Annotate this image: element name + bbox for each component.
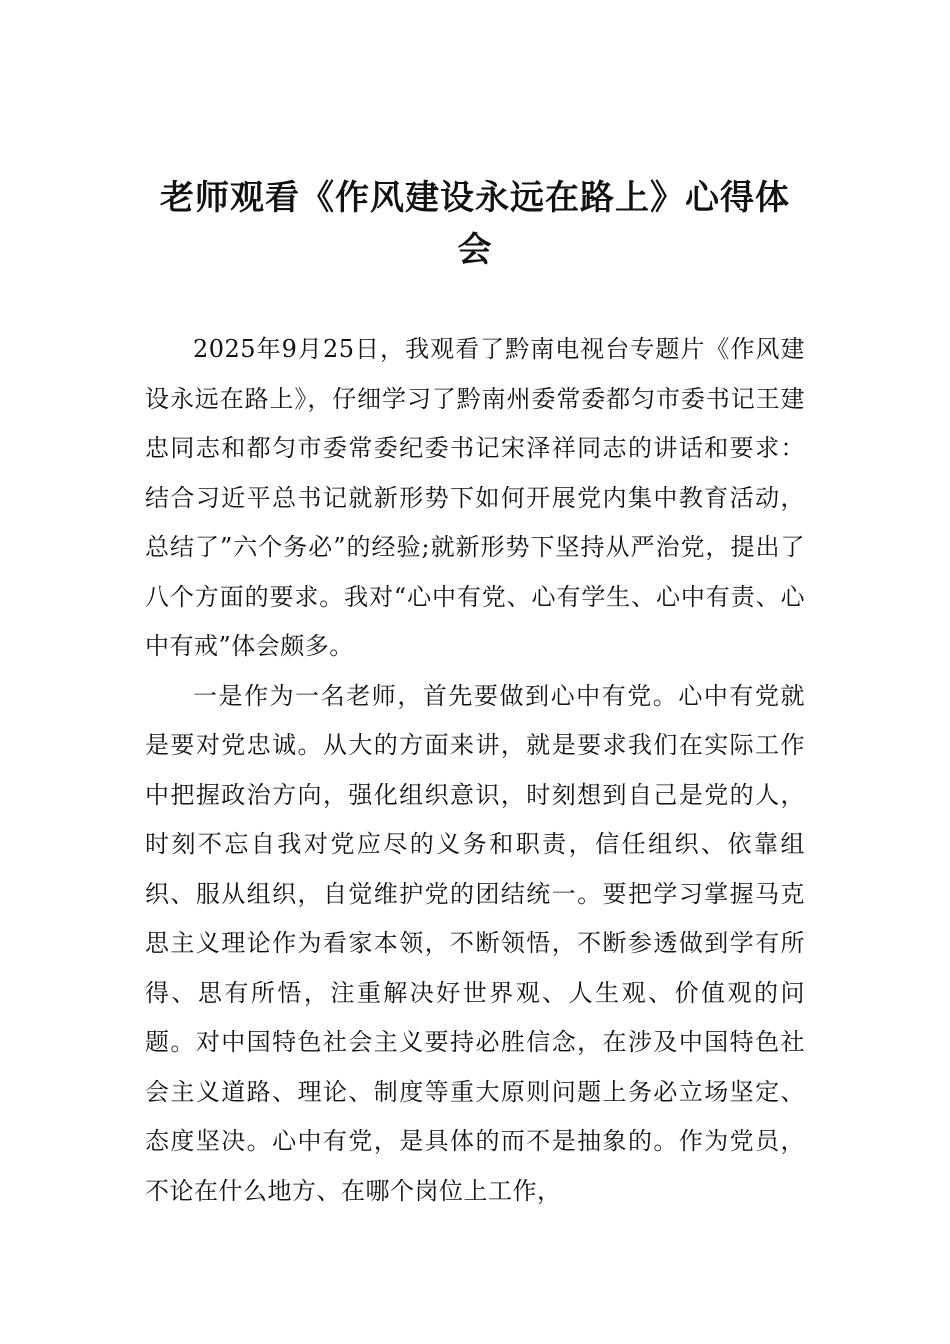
paragraph-intro: 2025年9月25日，我观看了黔南电视台专题片《作风建设永远在路上》，仔细学习了黔南州委常委都匀市委书记王建忠同志和都匀市委常委纪委书记宋泽祥同志的讲话和要求：结合习近平总书记就新形势下如何开展党内集中教育活动，总结了”六个务必”的经验;就新形势下坚持从严治党，提出了八个方面的要求。我对“心中有党、心有学生、心中有责、心中有戒”体会颇多。 xyxy=(145,335,805,660)
document-body xyxy=(145,325,805,1216)
paragraph-point-one: 一是作为一名老师，首先要做到心中有党。心中有党就是要对党忠诚。从大的方面来讲，就是要求我们在实际工作中把握政治方向，强化组织意识，时刻想到自己是党的人，时刻不忘自我对党应尽的义务和职责，信任组织、依靠组织、服从组织，自觉维护党的团结统一。要把学习掌握马克思主义理论作为看家本领，不断领悟，不断参透做到学有所得、思有所悟，注重解决好世界观、人生观、价值观的问题。对中国特色社会主义要持必胜信念，在涉及中国特色社会主义道路、理论、制度等重大原则问题上务必立场坚定、态度坚决。心中有党，是具体的而不是抽象的。作为党员，不论在什么地方、在哪个岗位上工作， xyxy=(145,681,805,1205)
document-title: 老师观看《作风建设永远在路上》心得体会 xyxy=(160,178,790,270)
